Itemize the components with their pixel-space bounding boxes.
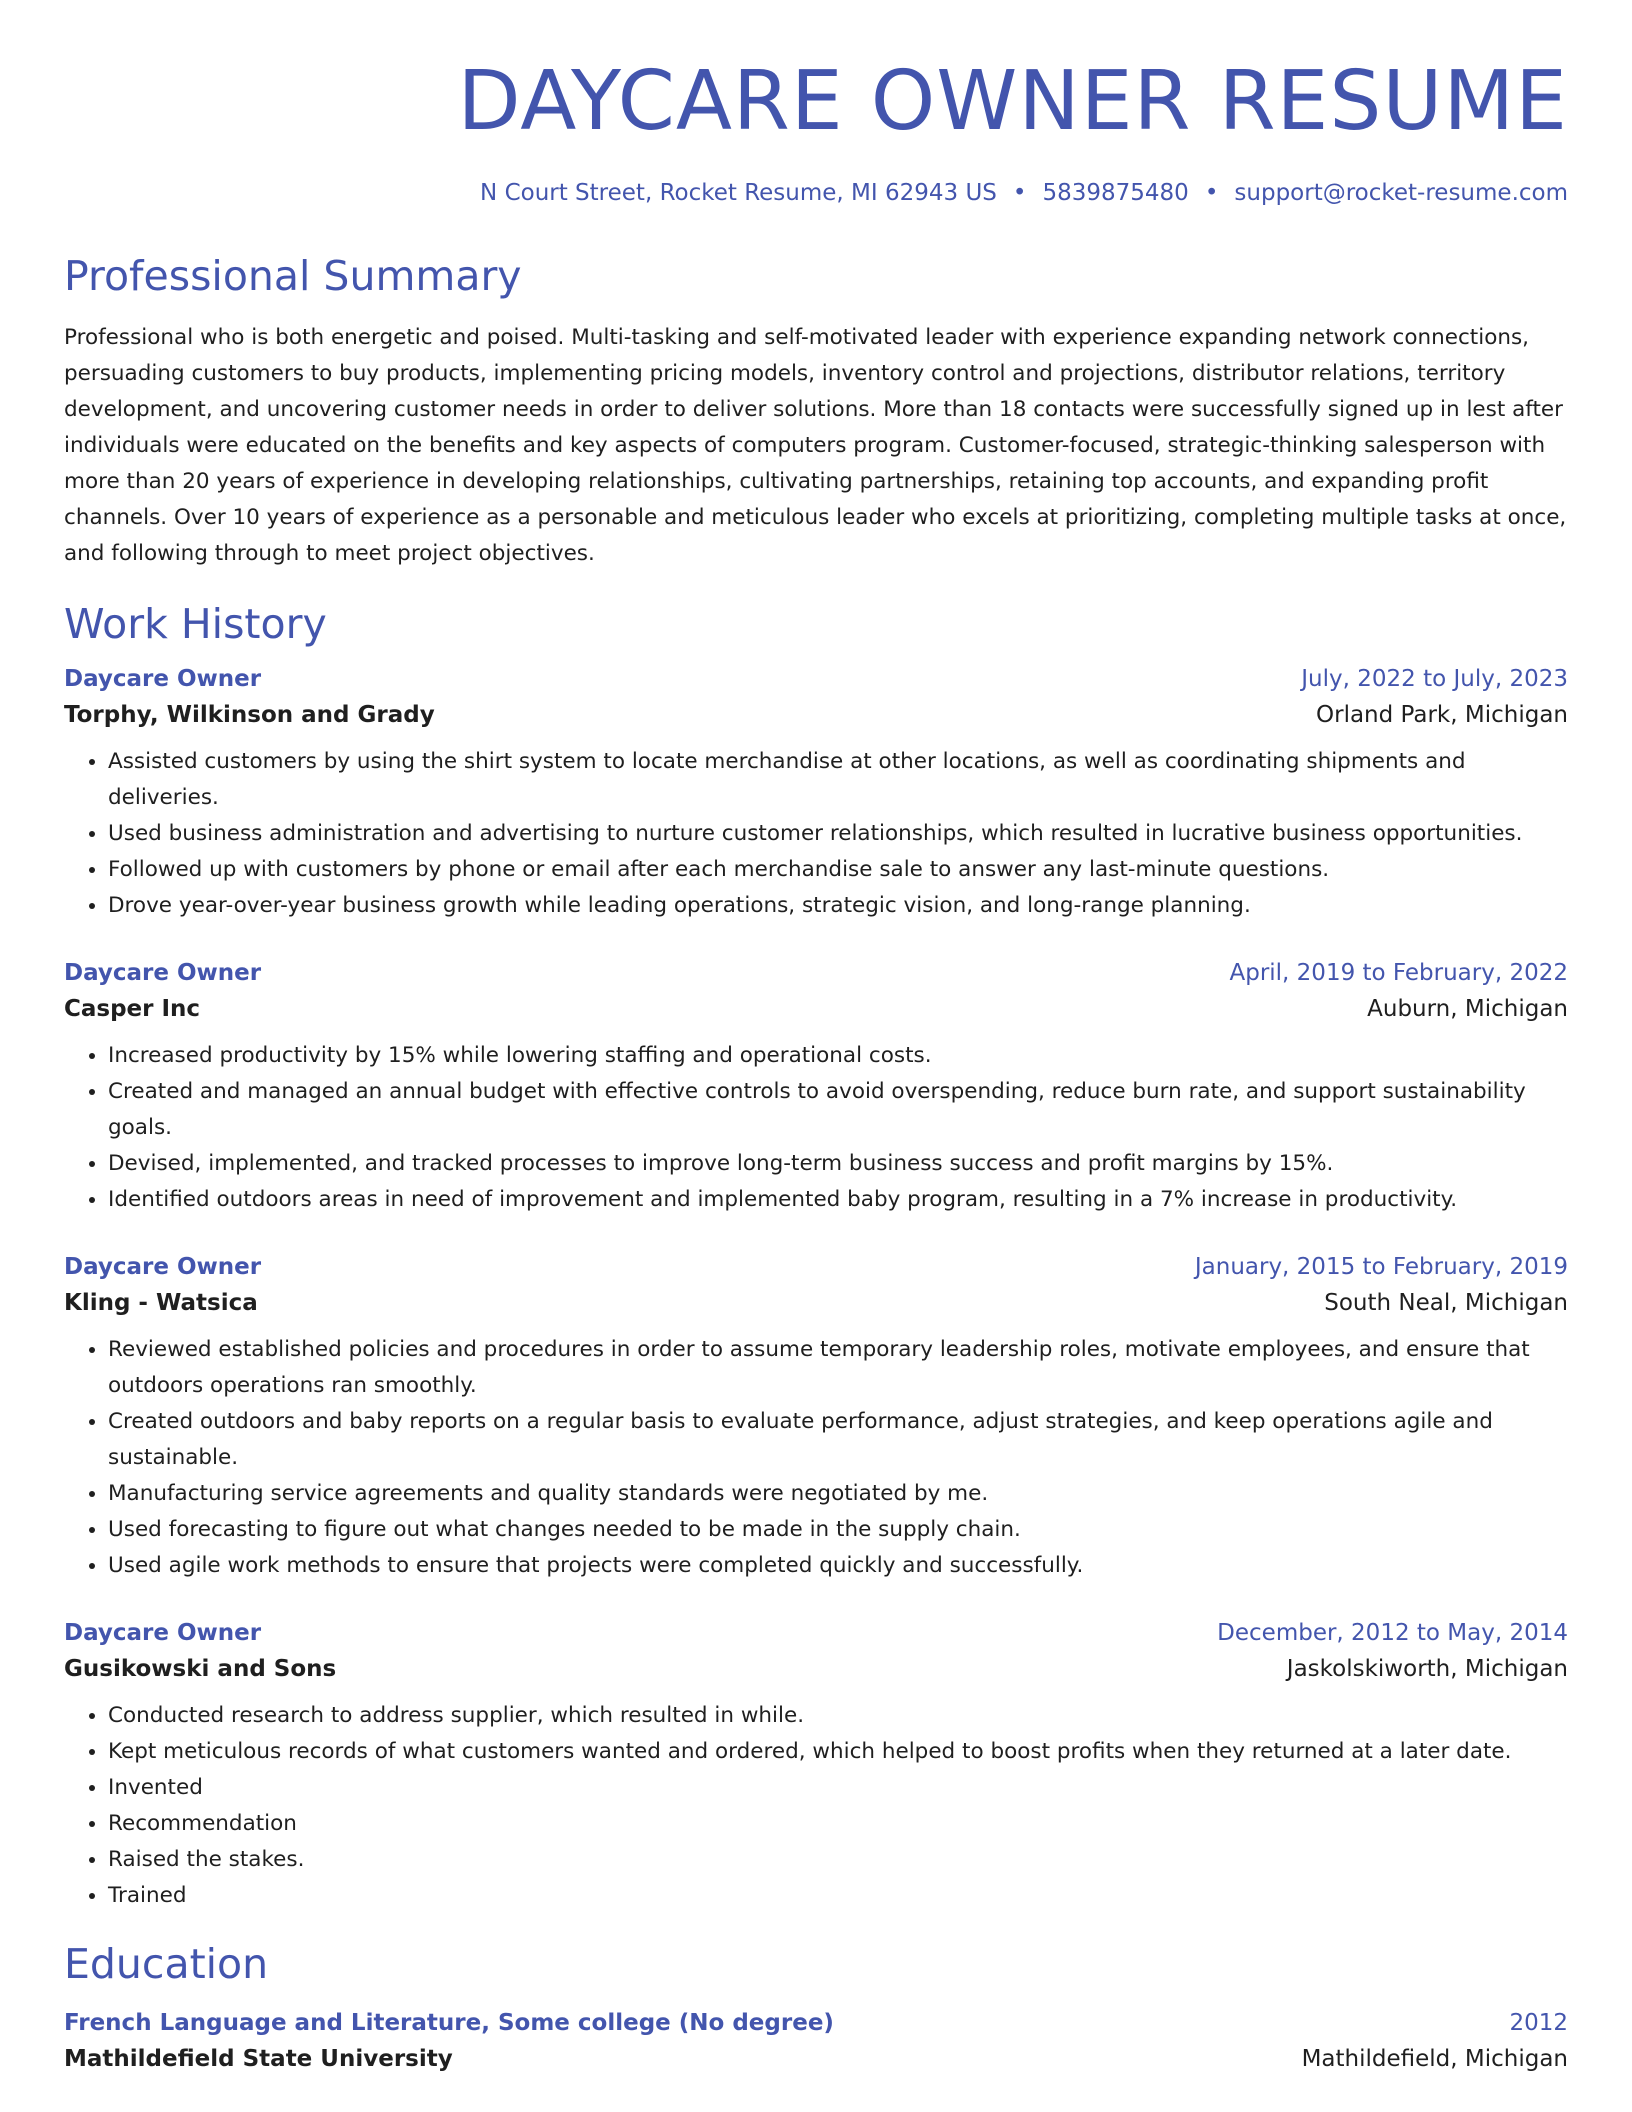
job-location: Jaskolskiworth, Michigan bbox=[1286, 1656, 1568, 1682]
job-dates: April, 2019 to February, 2022 bbox=[1229, 960, 1568, 986]
job-bullet: • Created outdoors and baby reports on a regular basis to evaluate performance, adjust strategies, and keep operations agile and sustainable. bbox=[108, 1404, 1568, 1476]
job-location: Auburn, Michigan bbox=[1367, 996, 1568, 1022]
contact-separator: • bbox=[1012, 180, 1027, 206]
job-bullet: • Kept meticulous records of what customers wanted and ordered, which helped to boost profits when they returned at a later date. bbox=[108, 1734, 1568, 1770]
job-bullet: • Assisted customers by using the shirt system to locate merchandise at other locations, as well as coordinating shipments and deliveries. bbox=[108, 744, 1568, 816]
job-bullet: • Used business administration and advertising to nurture customer relationships, which resulted in lucrative business opportunities. bbox=[108, 816, 1568, 852]
contact-separator: • bbox=[1204, 180, 1219, 206]
job-bullets bbox=[64, 1332, 1568, 1584]
job-role: Daycare Owner bbox=[64, 1620, 262, 1646]
job-bullet: • Manufacturing service agreements and quality standards were negotiated by me. bbox=[108, 1476, 1568, 1512]
summary-text: Professional who is both energetic and poised. Multi-tasking and self-motivated leader with experience expanding network connections, persuading customers to buy products, implementing pricing models, inventory control and projections, distributor relations, territory development, and uncovering customer needs in order to deliver solutions. More than 18 contacts were successfully signed up in lest after individuals were educated on the benefits and key aspects of computers program. Customer-focused, strategic-thinking salesperson with more than 20 years of experience in developing relationships, cultivating partnerships, retaining top accounts, and expanding profit channels. Over 10 years of experience as a personable and meticulous leader who excels at prioritizing, completing multiple tasks at once, and following through to meet project objectives. bbox=[64, 325, 1567, 566]
job-company: Gusikowski and Sons bbox=[64, 1656, 337, 1682]
summary-heading: Professional Summary bbox=[64, 252, 522, 300]
job-dates: January, 2015 to February, 2019 bbox=[1194, 1254, 1568, 1280]
job-bullet: • Used forecasting to figure out what changes needed to be made in the supply chain. bbox=[108, 1512, 1568, 1548]
job-company: Torphy, Wilkinson and Grady bbox=[64, 702, 435, 728]
contact-address: N Court Street, Rocket Resume, MI 62943 US bbox=[480, 180, 997, 206]
contact-phone: 5839875480 bbox=[1042, 180, 1189, 206]
job-dates: December, 2012 to May, 2014 bbox=[1217, 1620, 1568, 1646]
education-heading: Education bbox=[64, 1940, 269, 1988]
job-entry bbox=[64, 1620, 1568, 1914]
job-bullet: • Followed up with customers by phone or email after each merchandise sale to answer any last-minute questions. bbox=[108, 852, 1568, 888]
job-bullet: • Drove year-over-year business growth while leading operations, strategic vision, and long-range planning. bbox=[108, 888, 1568, 924]
job-bullet: • Created and managed an annual budget with effective controls to avoid overspending, reduce burn rate, and support sustainability goals. bbox=[108, 1074, 1568, 1146]
job-entry bbox=[64, 666, 1568, 924]
job-company: Kling - Watsica bbox=[64, 1290, 258, 1316]
job-bullet: • Raised the stakes. bbox=[108, 1842, 1568, 1878]
job-bullet: • Used agile work methods to ensure that projects were completed quickly and successfully. bbox=[108, 1548, 1568, 1584]
job-location: Orland Park, Michigan bbox=[1316, 702, 1568, 728]
resume-title: DAYCARE OWNER RESUME bbox=[457, 54, 1568, 149]
job-entry bbox=[64, 960, 1568, 1218]
education-entry bbox=[64, 2010, 1568, 2072]
job-bullet: • Recommendation bbox=[108, 1806, 1568, 1842]
job-bullet: • Devised, implemented, and tracked processes to improve long-term business success and profit margins by 15%. bbox=[108, 1146, 1568, 1182]
job-bullet: • Conducted research to address supplier, which resulted in while. bbox=[108, 1698, 1568, 1734]
job-bullet: • Invented bbox=[108, 1770, 1568, 1806]
job-bullet: • Trained bbox=[108, 1878, 1568, 1914]
job-bullet: • Increased productivity by 15% while lowering staffing and operational costs. bbox=[108, 1038, 1568, 1074]
job-role: Daycare Owner bbox=[64, 1254, 262, 1280]
work-history-heading: Work History bbox=[64, 600, 327, 648]
job-bullets bbox=[64, 1698, 1568, 1914]
job-company: Casper Inc bbox=[64, 996, 201, 1022]
job-location: South Neal, Michigan bbox=[1324, 1290, 1568, 1316]
work-history-list bbox=[64, 666, 1568, 1914]
job-bullets bbox=[64, 744, 1568, 924]
job-entry bbox=[64, 1254, 1568, 1584]
education-degree: French Language and Literature, Some college (No degree) bbox=[64, 2010, 834, 2036]
education-location: Mathildefield, Michigan bbox=[1301, 2046, 1568, 2072]
job-role: Daycare Owner bbox=[64, 960, 262, 986]
contact-line bbox=[64, 180, 1568, 206]
education-year: 2012 bbox=[1509, 2010, 1568, 2036]
contact-email: support@rocket-resume.com bbox=[1234, 180, 1568, 206]
job-dates: July, 2022 to July, 2023 bbox=[1301, 666, 1568, 692]
job-bullet: • Identified outdoors areas in need of improvement and implemented baby program, resulting in a 7% increase in productivity. bbox=[108, 1182, 1568, 1218]
job-role: Daycare Owner bbox=[64, 666, 262, 692]
job-bullet: • Reviewed established policies and procedures in order to assume temporary leadership roles, motivate employees, and ensure that outdoors operations ran smoothly. bbox=[108, 1332, 1568, 1404]
job-bullets bbox=[64, 1038, 1568, 1218]
education-school: Mathildefield State University bbox=[64, 2046, 453, 2072]
